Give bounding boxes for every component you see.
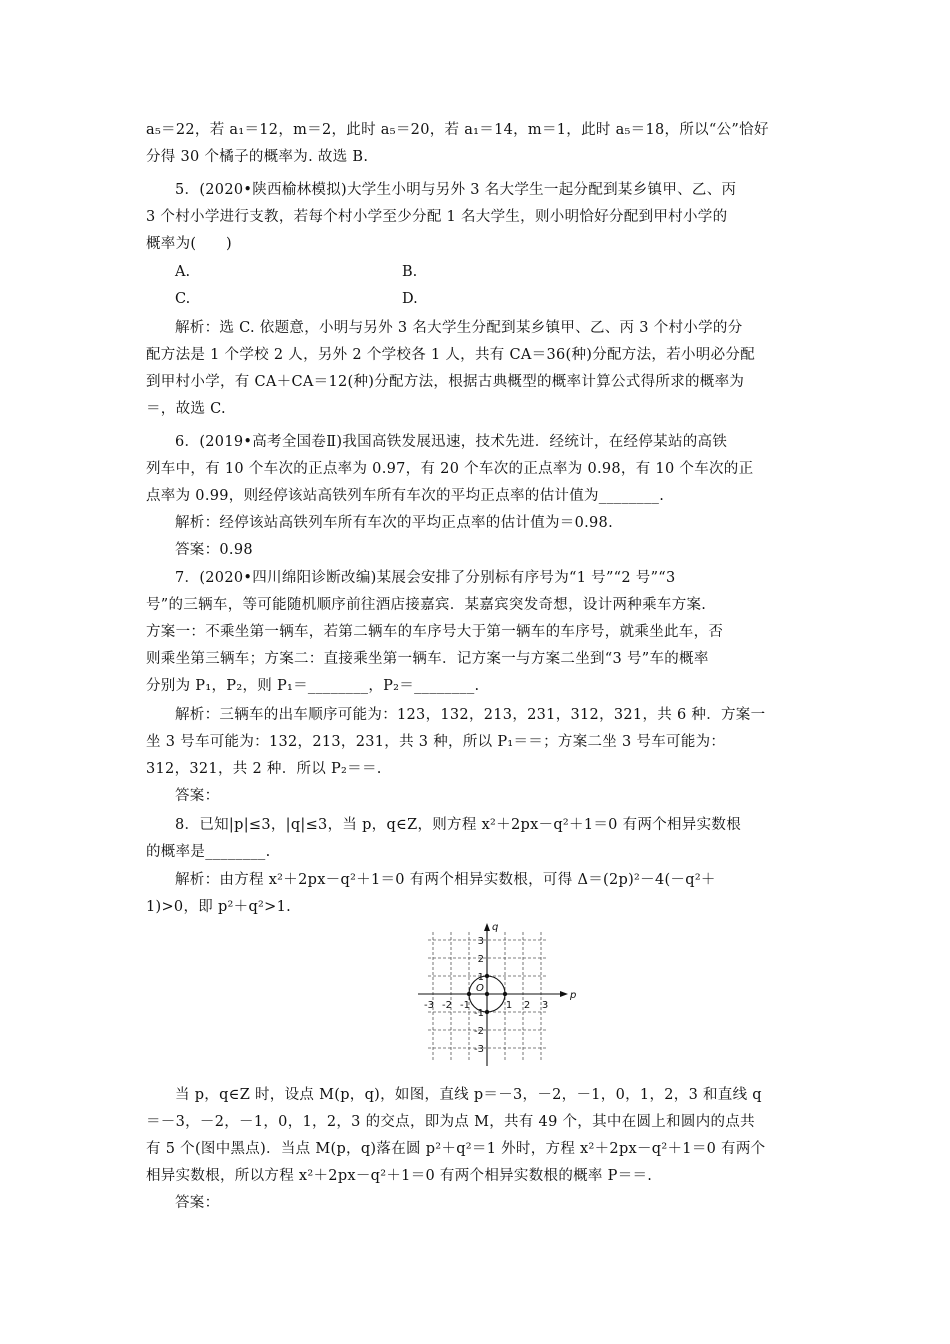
- text-line: 1)>0，即 p²＋q²>1.: [146, 899, 292, 915]
- origin-label: O: [476, 983, 484, 994]
- text-line: 坐 3 号车可能为：132，213，231，共 3 种，所以 P₁＝＝；方案二坐 3 号车可能为：: [146, 734, 726, 750]
- text-line: ＝－3，－2，－1，0，1，2，3 的交点，即为点 M，共有 49 个，其中在圆上和圆内的点共: [146, 1114, 755, 1130]
- text-line: 号”的三辆车，等可能随机顺序前往酒店接嘉宾．某嘉宾突发奇想，设计两种乘车方案.: [146, 597, 707, 613]
- q-axis-label: q: [492, 922, 499, 933]
- text-line: 方案一：不乘坐第一辆车，若第二辆车的车序号大于第一辆车的车序号，就乘坐此车，否: [146, 624, 724, 640]
- option-c: C.: [175, 291, 191, 307]
- x-tick-label: -2: [442, 1000, 452, 1011]
- question-5-line: 5．(2020•陕西榆林模拟)大学生小明与另外 3 名大学生一起分配到某乡镇甲、乙、丙: [175, 182, 737, 198]
- text-line: 则乘坐第三辆车；方案二：直接乘坐第一辆车．记方案一与方案二坐到“3 号”车的概率: [146, 651, 709, 667]
- analysis-7-line: 解析：三辆车的出车顺序可能为：123，132，213，231，312，321，共 6 种．方案一: [175, 707, 766, 723]
- coordinate-grid-figure: [412, 922, 582, 1072]
- p-axis-label: p: [570, 990, 577, 1001]
- x-tick-label: 1: [505, 1000, 513, 1011]
- analysis-8-line: 解析：由方程 x²＋2px－q²＋1＝0 有两个相异实数根，可得 Δ＝(2p)²－4(－q²＋: [175, 872, 716, 888]
- y-tick-label: 1: [477, 972, 484, 983]
- x-tick-label: -1: [460, 1000, 470, 1011]
- analysis-8-continued: 当 p，q∈Z 时，设点 M(p，q)，如图，直线 p＝－3，－2，－1，0，1，2，3 和直线 q: [175, 1087, 762, 1103]
- text-line: 点率为 0.99，则经停该站高铁列车所有车次的平均正点率的估计值为________.: [146, 488, 665, 504]
- text-line: 列车中，有 10 个车次的正点率为 0.97，有 20 个车次的正点率为 0.98，有 10 个车次的正: [146, 461, 754, 477]
- text-line: ＝，故选 C.: [146, 401, 226, 417]
- option-d: D.: [402, 291, 418, 307]
- answer-6-line: 答案：0.98: [175, 542, 253, 558]
- y-tick-label: -3: [474, 1044, 484, 1055]
- text-line: 分别为 P₁，P₂，则 P₁＝________，P₂＝________.: [146, 678, 480, 694]
- text-line: a₅＝22，若 a₁＝12，m＝2，此时 a₅＝20，若 a₁＝14，m＝1，此时 a₅＝18，所以“公”恰好: [146, 122, 769, 138]
- analysis-5-line: 解析：选 C. 依题意，小明与另外 3 名大学生分配到某乡镇甲、乙、丙 3 个村小学的分: [175, 320, 743, 336]
- x-tick-label: 3: [541, 1000, 549, 1011]
- y-tick-label: -1: [474, 1008, 484, 1019]
- text-line: 概率为( ): [146, 236, 232, 252]
- text-line: 312，321，共 2 种．所以 P₂＝＝.: [146, 761, 382, 777]
- analysis-6-line: 解析：经停该站高铁列车所有车次的平均正点率的估计值为＝0.98.: [175, 515, 613, 531]
- y-tick-label: 3: [477, 936, 484, 947]
- text-line: 相异实数根，所以方程 x²＋2px－q²＋1＝0 有两个相异实数根的概率 P＝＝.: [146, 1168, 653, 1184]
- y-tick-label: 2: [477, 954, 484, 965]
- option-a: A.: [175, 264, 191, 280]
- answer-7-line: 答案：: [175, 788, 220, 804]
- text-line: 到甲村小学，有 CA＋CA＝12(种)分配方法，根据古典概型的概率计算公式得所求的概率为: [146, 374, 745, 390]
- x-tick-label: 2: [523, 1000, 531, 1011]
- text-line: 有 5 个(图中黑点)．当点 M(p，q)落在圆 p²＋q²＝1 外时，方程 x²＋2px－q²＋1＝0 有两个: [146, 1141, 766, 1157]
- text-line: 分得 30 个橘子的概率为. 故选 B.: [146, 149, 369, 165]
- text-line: 3 个村小学进行支教，若每个村小学至少分配 1 名大学生，则小明恰好分配到甲村小学的: [146, 209, 728, 225]
- text-line: 的概率是________.: [146, 844, 271, 860]
- x-tick-label: -3: [424, 1000, 434, 1011]
- option-b: B.: [402, 264, 418, 280]
- question-8-line: 8．已知|p|≤3，|q|≤3，当 p，q∈Z，则方程 x²＋2px－q²＋1＝0 有两个相异实数根: [175, 817, 741, 833]
- question-7-line: 7．(2020•四川绵阳诊断改编)某展会安排了分别标有序号为“1 号”“2 号”“3: [175, 570, 676, 586]
- text-line: 配方法是 1 个学校 2 人，另外 2 个学校各 1 人，共有 CA＝36(种)分配方法，若小明必分配: [146, 347, 756, 363]
- question-6-line: 6．(2019•高考全国卷Ⅱ)我国高铁发展迅速，技术先进．经统计，在经停某站的高铁: [175, 434, 728, 450]
- answer-8-line: 答案：: [175, 1195, 220, 1211]
- y-tick-label: -2: [474, 1026, 484, 1037]
